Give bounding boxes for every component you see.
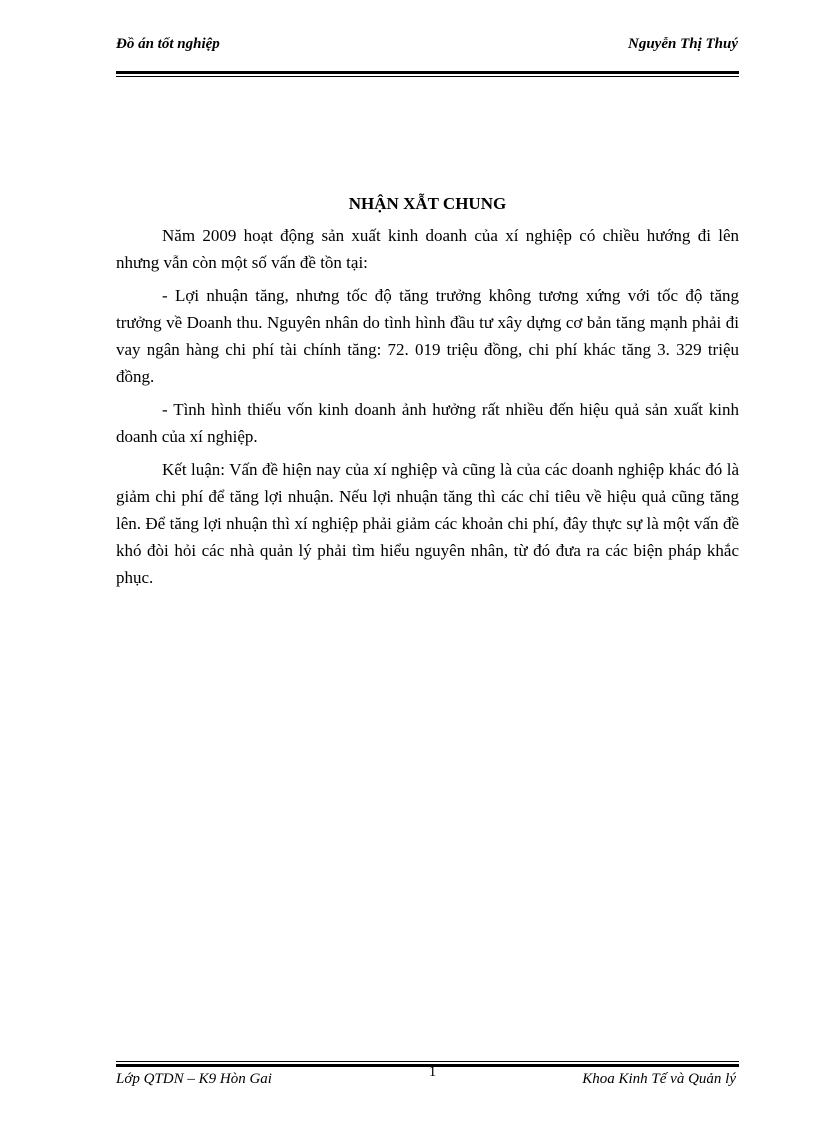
paragraph-conclusion: Kết luận: Vấn đề hiện nay của xí nghiệp và cũng là của các doanh nghiệp khác đó là giảm chi phí để tăng lợi nhuận. Nếu lợi nhuận tăng thì các chỉ tiêu về hiệu quả cũng tăng lên. Để tăng lợi nhuận thì xí nghiệp phải giảm các khoản chi phí, đây thực sự là một vấn đề khó đòi hỏi các nhà quản lý phải tìm hiểu nguyên nhân, từ đó đưa ra các biện pháp khắc phục. xyxy=(116,460,739,587)
paragraph-capital: - Tình hình thiếu vốn kinh doanh ảnh hưởng rất nhiều đến hiệu quả sản xuất kinh doanh của xí nghiệp. xyxy=(116,400,739,446)
document-body xyxy=(116,192,739,597)
footer-right-text: Khoa Kinh Tế và Quản lý xyxy=(582,1071,736,1087)
paragraph-profit: - Lợi nhuận tăng, nhưng tốc độ tăng trưởng không tương xứng với tốc độ tăng trưởng về Doanh thu. Nguyên nhân do tình hình đầu tư xây dựng cơ bản tăng mạnh phải đi vay ngân hàng chi phí tài chính tăng: 72. 019 triệu đồng, chi phí khác tăng 3. 329 triệu đồng. xyxy=(116,286,739,386)
header-right-text: Nguyễn Thị Thuý xyxy=(627,36,738,52)
paragraph-intro: Năm 2009 hoạt động sản xuất kinh doanh của xí nghiệp có chiều hướng đi lên nhưng vẫn còn một số vấn đề tồn tại: xyxy=(116,226,739,272)
document-title: NHẬN XẪT CHUNG xyxy=(348,194,507,213)
header-rule-thick xyxy=(116,71,739,74)
header-rule-thin xyxy=(116,76,739,77)
header-left-text: Đồ án tốt nghiệp xyxy=(116,36,220,52)
footer-rule-thin xyxy=(116,1061,739,1062)
page-number: 1 xyxy=(428,1064,437,1080)
footer-left-text: Lớp QTDN – K9 Hòn Gai xyxy=(116,1071,272,1087)
